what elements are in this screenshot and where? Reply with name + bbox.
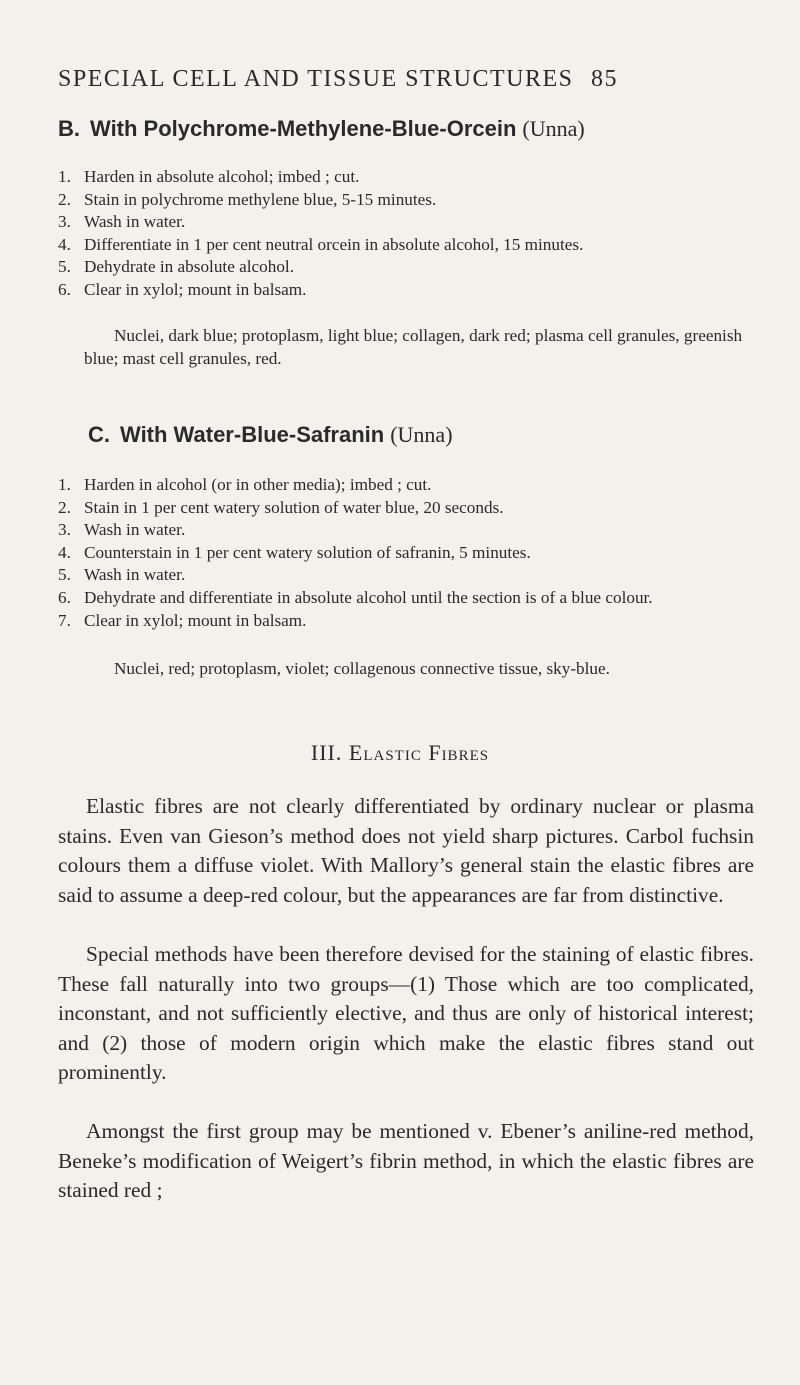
list-item — [58, 474, 768, 497]
list-item — [58, 497, 768, 520]
list-item — [58, 234, 768, 257]
section-c-result: Nuclei, red; protoplasm, violet; collagenous connective tissue, sky-blue. — [114, 659, 610, 678]
step-number: 3. — [58, 520, 71, 540]
section-b-title: With Polychrome-Methylene-Blue-Orcein — [90, 116, 517, 141]
step-text: Harden in alcohol (or in other media); imbed ; cut. — [84, 475, 432, 494]
step-number: 5. — [58, 257, 71, 277]
section-c-heading — [88, 422, 453, 448]
list-item — [58, 587, 768, 610]
step-number: 6. — [58, 587, 71, 607]
step-text: Clear in xylol; mount in balsam. — [84, 610, 307, 630]
list-item — [58, 519, 768, 542]
list-item — [58, 564, 768, 587]
list-item — [58, 256, 768, 279]
section-c-author: (Unna) — [390, 422, 453, 447]
step-text: Dehydrate in absolute alcohol. — [84, 257, 295, 277]
step-text: Differentiate in 1 per cent neutral orcein in absolute alcohol, 15 minutes. — [84, 234, 584, 254]
step-text: Clear in xylol; mount in balsam. — [84, 279, 307, 299]
paragraph-3: Amongst the first group may be mentioned v. Ebener’s aniline-red method, Beneke’s modification of Weigert’s fibrin method, in which the elastic fibres are stained red ; — [58, 1119, 754, 1203]
step-number: 4. — [58, 542, 71, 562]
list-item — [58, 211, 768, 234]
section-b-letter: B. — [58, 116, 80, 141]
step-number: 6. — [58, 279, 71, 299]
list-item — [58, 610, 768, 633]
section-b-result: Nuclei, dark blue; protoplasm, light blue; collagen, dark red; plasma cell granules, greenish blue; mast cell granules, red. — [84, 326, 743, 368]
step-number: 1. — [58, 475, 71, 494]
list-item — [58, 189, 768, 212]
step-number: 2. — [58, 189, 71, 209]
list-item — [58, 542, 768, 565]
part-three-title: Elastic Fibres — [348, 740, 490, 765]
step-number: 5. — [58, 565, 71, 585]
section-c-letter: C. — [88, 422, 110, 447]
step-text: Stain in 1 per cent watery solution of water blue, 20 seconds. — [84, 497, 504, 517]
part-three-numeral: III. — [310, 740, 343, 765]
step-text: Wash in water. — [84, 565, 186, 585]
section-c-steps — [58, 474, 768, 632]
paragraph-2: Special methods have been therefore devised for the staining of elastic fibres. These fall naturally into two groups—(1) Those which are too complicated, inconstant, and not sufficiently elective, and thus are only of historical interest; and (2) those of modern origin which make the elastic fibres stand out prominently. — [58, 942, 754, 1085]
page-number: 85 — [591, 66, 618, 92]
list-item — [58, 166, 768, 189]
list-item — [58, 279, 768, 302]
step-text: Harden in absolute alcohol; imbed ; cut. — [84, 167, 360, 186]
section-c-title: With Water-Blue-Safranin — [120, 422, 385, 447]
step-text: Wash in water. — [84, 520, 186, 540]
step-text: Counterstain in 1 per cent watery solution of safranin, 5 minutes. — [84, 542, 531, 562]
section-b-heading — [58, 116, 585, 142]
step-number: 3. — [58, 212, 71, 232]
part-three-heading — [0, 740, 800, 766]
step-number: 4. — [58, 234, 71, 254]
step-text: Wash in water. — [84, 212, 186, 232]
step-number: 1. — [58, 167, 71, 186]
step-text: Stain in polychrome methylene blue, 5-15 minutes. — [84, 189, 437, 209]
running-head-title: SPECIAL CELL AND TISSUE STRUCTURES — [58, 66, 574, 92]
step-text: Dehydrate and differentiate in absolute alcohol until the section is of a blue colour. — [84, 587, 653, 607]
paragraph-1: Elastic fibres are not clearly differentiated by ordinary nuclear or plasma stains. Even van Gieson’s method does not yield sharp pictures. Carbol fuchsin colours them a diffuse violet. With Mallory’s general stain the elastic fibres are said to assume a deep-red colour, but the appearances are far from distinctive. — [58, 794, 754, 907]
running-head — [58, 66, 758, 93]
step-number: 2. — [58, 497, 71, 517]
section-b-steps — [58, 166, 768, 302]
section-b-author: (Unna) — [522, 116, 585, 141]
step-number: 7. — [58, 610, 71, 630]
